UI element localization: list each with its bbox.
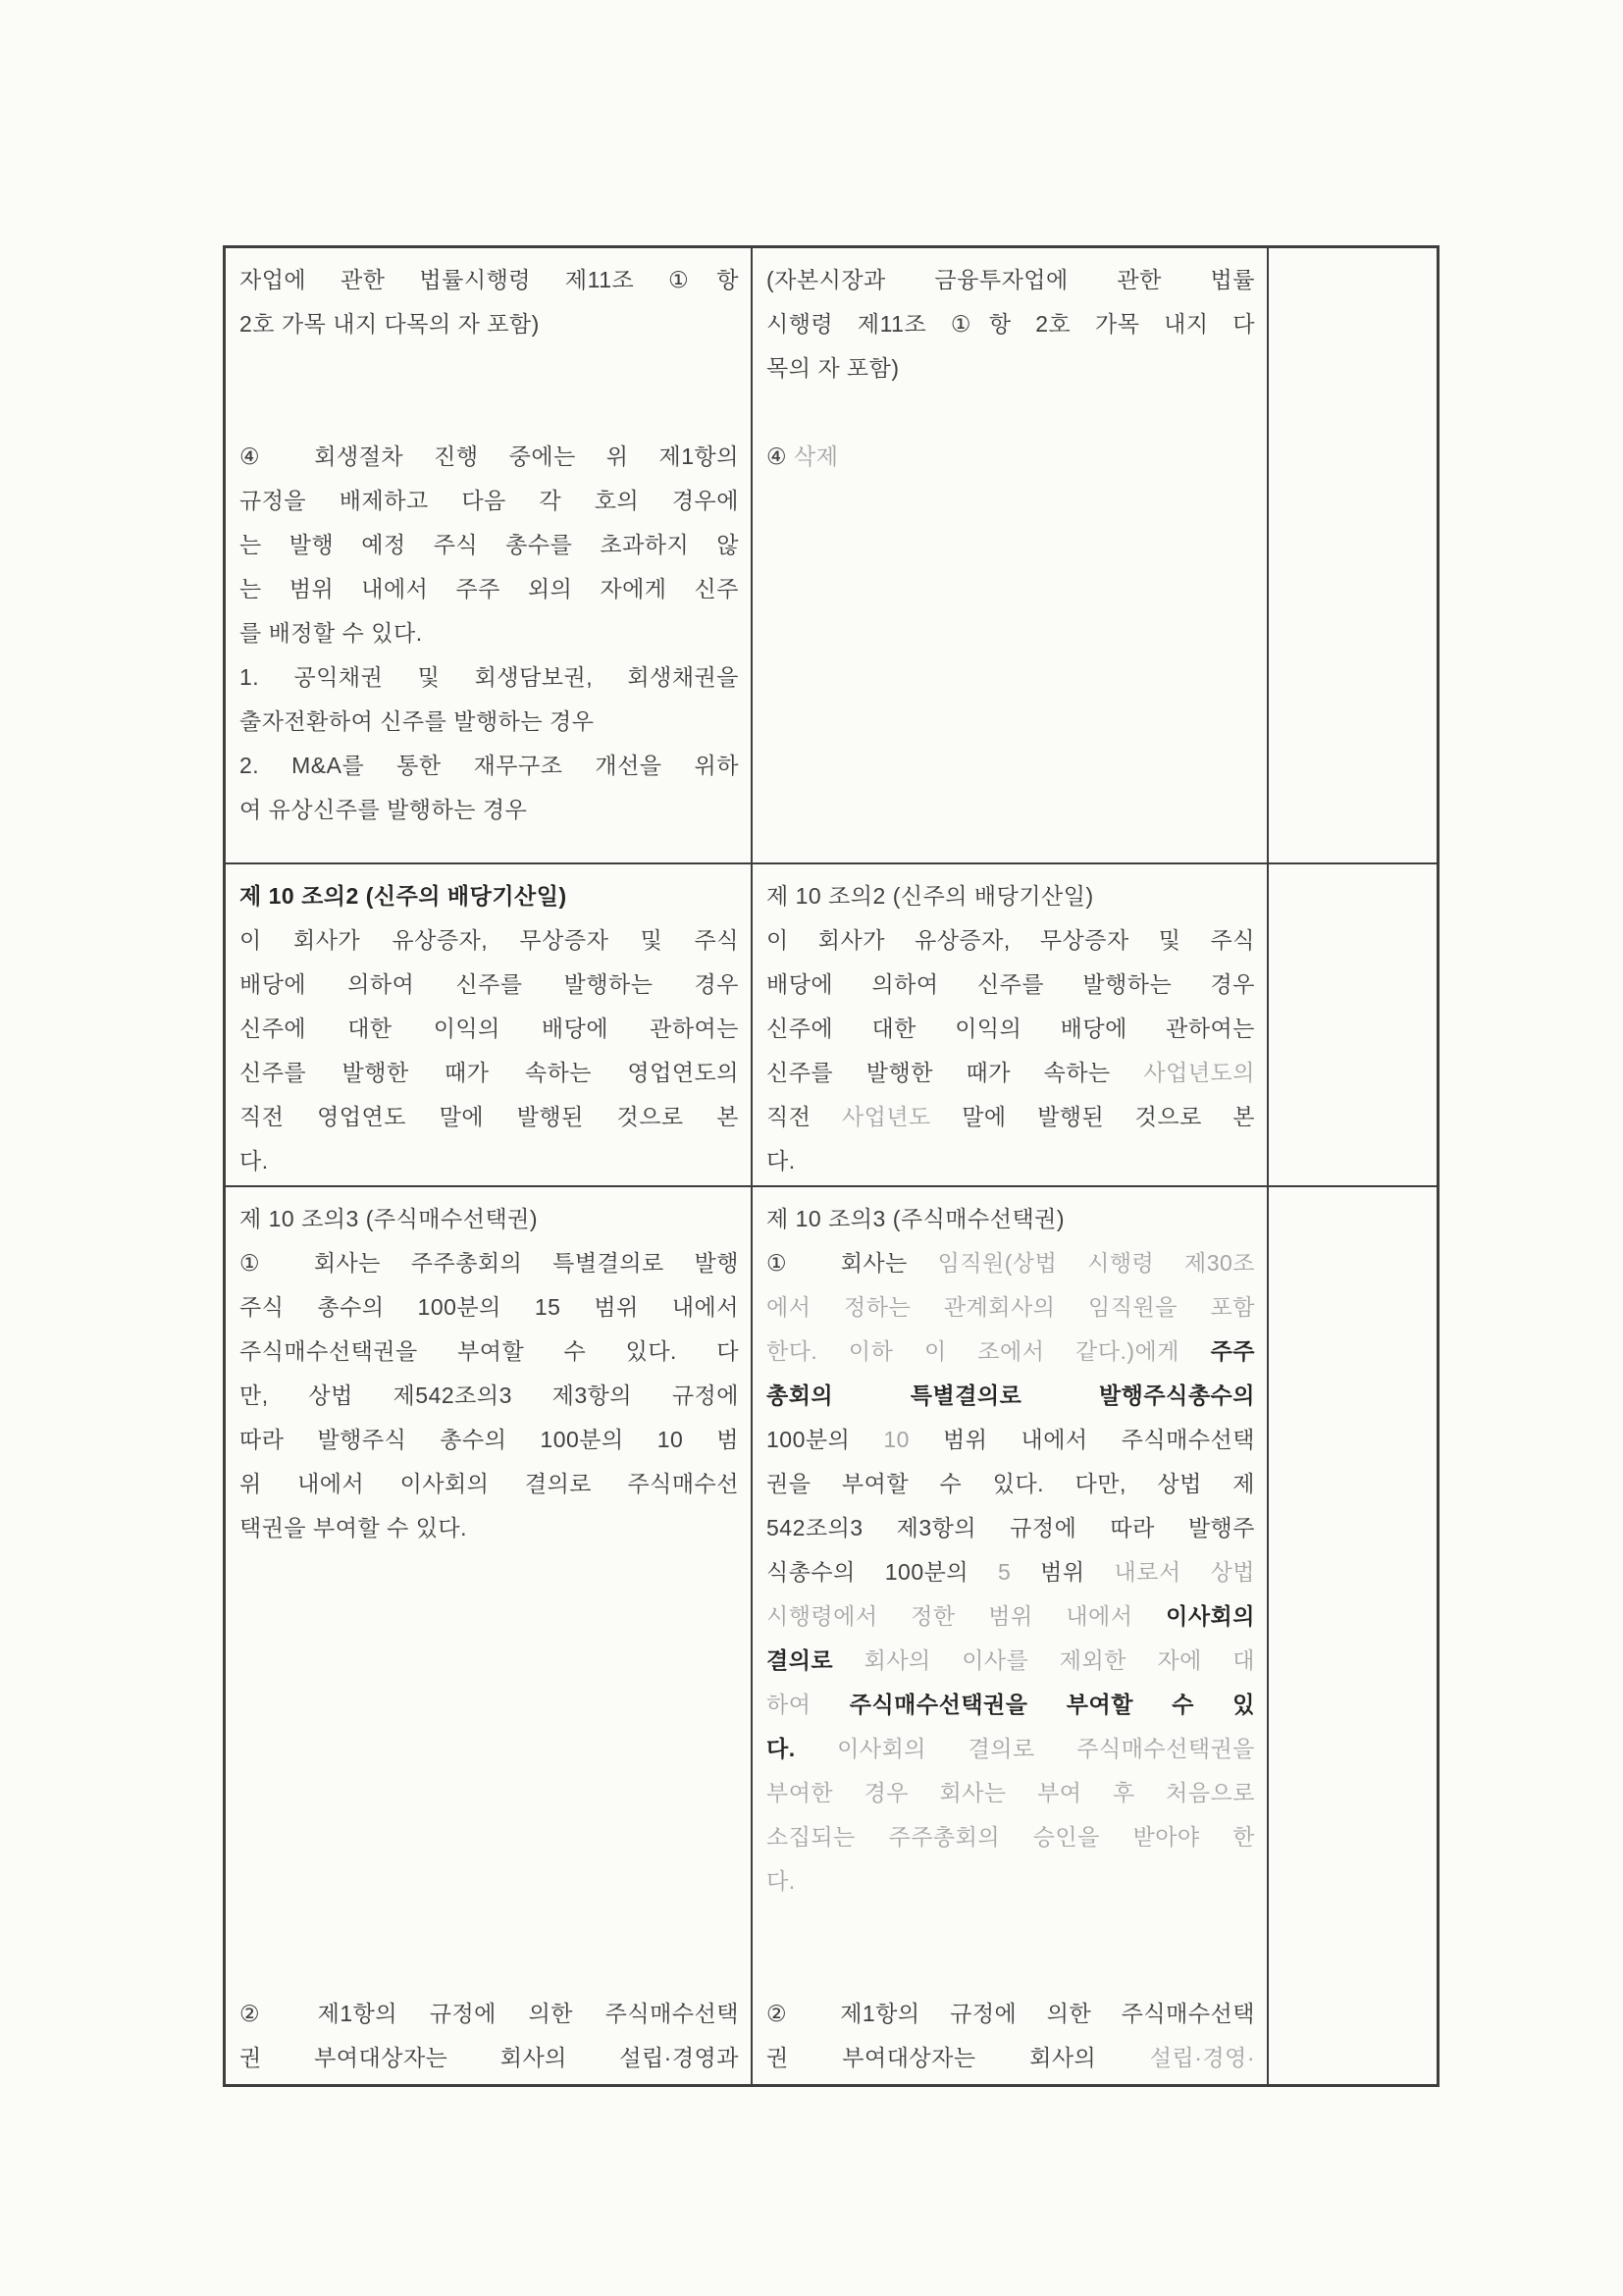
- text-line: [239, 788, 739, 832]
- text-segment: 신주에 대한 이익의 배당에 관하여는: [239, 1016, 739, 1041]
- text-segment: 는 발행 예정 주식 총수를 초과하지 않: [239, 532, 739, 557]
- text-line: [766, 1051, 1255, 1095]
- old-text-cell: [226, 864, 753, 1187]
- text-segment: 자업에 관한 법률시행령 제11조 ①항: [239, 267, 739, 292]
- text-line: [239, 1095, 739, 1139]
- text-line: [239, 1197, 739, 1241]
- text-line: [766, 1139, 1255, 1183]
- text-segment: 하여: [766, 1692, 850, 1717]
- text-line: [239, 874, 739, 918]
- text-segment: 이사회의 결의로 주식매수선택권을: [837, 1736, 1255, 1761]
- text-line: [239, 1771, 739, 1815]
- text-line: [766, 1683, 1255, 1727]
- text-segment: 결의로: [766, 1647, 864, 1673]
- text-segment: 에서 정하는 관계회사의 임직원을 포함: [766, 1294, 1255, 1320]
- text-line: [239, 1639, 739, 1683]
- text-line: [766, 346, 1255, 391]
- text-segment: 시행령 제11조 ①항 2호 가목 내지 다: [766, 311, 1255, 337]
- text-segment: 목의 자 포함): [766, 355, 900, 381]
- text-line: [239, 963, 739, 1007]
- text-segment: 다.: [766, 1148, 796, 1174]
- text-line: [239, 523, 739, 567]
- text-line: [239, 1727, 739, 1771]
- text-segment: 권 부여대상자는 회사의 설립·경영과: [239, 2045, 739, 2070]
- text-segment: 다.: [239, 1148, 269, 1174]
- text-segment: 다.: [766, 1868, 796, 1894]
- text-segment: 부여한 경우 회사는 부여 후 처음으로: [766, 1780, 1255, 1805]
- text-line: [766, 963, 1255, 1007]
- text-segment: 이사회의: [1166, 1603, 1255, 1629]
- text-segment: 2호 가목 내지 다목의 자 포함): [239, 311, 540, 337]
- text-segment: 제 10 조의2 (신주의 배당기산일): [766, 883, 1094, 909]
- text-segment: ① 회사는 주주총회의 특별결의로 발행: [239, 1250, 739, 1276]
- text-segment: 주주: [1210, 1338, 1255, 1364]
- text-line: [766, 1550, 1255, 1594]
- text-segment: 주식매수선택권을 부여할 수 있다. 다: [239, 1338, 739, 1364]
- text-line: [766, 1727, 1255, 1771]
- note-text-cell: [1269, 1187, 1437, 2084]
- text-segment: 5: [997, 1559, 1012, 1585]
- text-line: [766, 1506, 1255, 1550]
- text-line: [766, 391, 1255, 435]
- text-segment: 다.: [766, 1736, 838, 1761]
- text-segment: 삭제: [794, 444, 839, 469]
- text-segment: 한다. 이하 이 조에서 같다.)에게: [766, 1338, 1211, 1364]
- text-line: [239, 302, 739, 346]
- text-segment: 542조의3 제3항의 규정에 따라 발행주: [766, 1515, 1255, 1540]
- text-segment: 여 유상신주를 발행하는 경우: [239, 797, 528, 822]
- text-line: [239, 346, 739, 391]
- text-segment: 이 회사가 유상증자, 무상증자 및 주식: [239, 927, 739, 953]
- text-segment: 만, 상법 제542조의3 제3항의 규정에: [239, 1383, 739, 1408]
- text-segment: 출자전환하여 신주를 발행하는 경우: [239, 708, 595, 734]
- text-segment: 2. M&A를 통한 재무구조 개선을 위하: [239, 753, 739, 778]
- text-line: [766, 1197, 1255, 1241]
- text-line: [766, 874, 1255, 918]
- text-segment: ① 회사는: [766, 1250, 938, 1276]
- text-segment: 1. 공익채권 및 회생담보권, 회생채권을: [239, 664, 739, 690]
- text-segment: 제 10 조의3 (주식매수선택권): [239, 1206, 539, 1231]
- text-segment: 소집되는 주주총회의 승인을 받아야 한: [766, 1824, 1255, 1850]
- text-line: [766, 1007, 1255, 1051]
- text-segment: 총회의 특별결의로 발행주식총수의: [766, 1383, 1255, 1408]
- text-line: [766, 1859, 1255, 1904]
- text-segment: (자본시장과 금융투자업에 관한 법률: [766, 267, 1255, 292]
- text-line: [766, 1815, 1255, 1859]
- text-segment: 제 10 조의3 (주식매수선택권): [766, 1206, 1066, 1231]
- text-line: [766, 1095, 1255, 1139]
- text-line: [239, 1683, 739, 1727]
- text-line: [239, 479, 739, 523]
- text-segment: ④: [766, 444, 795, 469]
- text-line: [239, 1374, 739, 1418]
- text-segment: ② 제1항의 규정에 의한 주식매수선택: [239, 2001, 739, 2026]
- text-line: [239, 611, 739, 655]
- text-line: [239, 918, 739, 963]
- text-segment: 임직원(상법 시행령 제30조: [937, 1250, 1255, 1276]
- text-segment: 규정을 배제하고 다음 각 호의 경우에: [239, 488, 739, 513]
- text-segment: 배당에 의하여 신주를 발행하는 경우: [239, 971, 739, 997]
- text-line: [766, 435, 1255, 479]
- text-segment: 신주를 발행한 때가 속하는 영업연도의: [239, 1060, 739, 1085]
- text-line: [239, 700, 739, 744]
- text-segment: 제 10 조의2 (신주의 배당기산일): [239, 883, 567, 909]
- text-segment: 주식 총수의 100분의 15 범위 내에서: [239, 1294, 739, 1320]
- text-line: [239, 391, 739, 435]
- text-line: [239, 1139, 739, 1183]
- text-line: [766, 1639, 1255, 1683]
- text-segment: 직전 영업연도 말에 발행된 것으로 본: [239, 1104, 739, 1129]
- text-line: [766, 1992, 1255, 2036]
- text-line: [239, 1550, 739, 1594]
- new-text-cell: [753, 1187, 1269, 2084]
- comparison-table: [223, 245, 1440, 2087]
- text-line: [239, 1418, 739, 1462]
- text-segment: 시행령에서 정한 범위 내에서: [766, 1603, 1167, 1629]
- text-line: [766, 2036, 1255, 2080]
- new-text-cell: [753, 248, 1269, 864]
- text-line: [239, 567, 739, 611]
- text-line: [766, 258, 1255, 302]
- text-line: [239, 744, 739, 788]
- text-segment: ② 제1항의 규정에 의한 주식매수선택: [766, 2001, 1255, 2026]
- text-segment: 를 배정할 수 있다.: [239, 620, 423, 646]
- text-segment: 직전: [766, 1104, 842, 1129]
- text-line: [766, 1594, 1255, 1639]
- text-line: [766, 1285, 1255, 1330]
- text-line: [766, 1462, 1255, 1506]
- text-segment: 권 부여대상자는 회사의: [766, 2045, 1150, 2070]
- text-segment: 신주에 대한 이익의 배당에 관하여는: [766, 1016, 1255, 1041]
- text-line: [239, 1904, 739, 1948]
- text-line: [239, 258, 739, 302]
- text-line: [766, 1330, 1255, 1374]
- text-segment: 100분의: [766, 1427, 884, 1452]
- text-line: [239, 1948, 739, 1992]
- note-text-cell: [1269, 864, 1437, 1187]
- old-text-cell: [226, 248, 753, 864]
- text-segment: 내로서 상법: [1114, 1559, 1255, 1585]
- text-line: [239, 1815, 739, 1859]
- old-text-cell: [226, 1187, 753, 2084]
- text-line: [239, 1285, 739, 1330]
- text-segment: 신주를 발행한 때가 속하는: [766, 1060, 1144, 1085]
- text-line: [239, 435, 739, 479]
- text-line: [239, 1462, 739, 1506]
- text-line: [766, 1904, 1255, 1948]
- text-segment: 따라 발행주식 총수의 100분의 10 범: [239, 1427, 739, 1452]
- note-text-cell: [1269, 248, 1437, 864]
- text-segment: ④ 회생절차 진행 중에는 위 제1항의: [239, 444, 739, 469]
- text-segment: 범위 내에서 주식매수선택: [909, 1427, 1255, 1452]
- text-segment: 사업년도: [841, 1104, 931, 1129]
- text-line: [239, 1007, 739, 1051]
- text-segment: 권을 부여할 수 있다. 다만, 상법 제: [766, 1471, 1255, 1496]
- text-segment: 택권을 부여할 수 있다.: [239, 1515, 468, 1540]
- text-line: [239, 1859, 739, 1904]
- text-line: [239, 1506, 739, 1550]
- text-segment: 10: [883, 1427, 910, 1452]
- text-segment: 범위: [1011, 1559, 1115, 1585]
- text-line: [766, 1418, 1255, 1462]
- text-segment: 사업년도의: [1143, 1060, 1255, 1085]
- new-text-cell: [753, 864, 1269, 1187]
- text-line: [766, 1948, 1255, 1992]
- text-segment: 는 범위 내에서 주주 외의 자에게 신주: [239, 576, 739, 601]
- text-line: [766, 918, 1255, 963]
- text-segment: 말에 발행된 것으로 본: [930, 1104, 1255, 1129]
- text-line: [766, 1374, 1255, 1418]
- text-line: [239, 1330, 739, 1374]
- text-segment: 식총수의 100분의: [766, 1559, 998, 1585]
- text-segment: 주식매수선택권을 부여할 수 있: [849, 1692, 1255, 1717]
- text-line: [766, 1771, 1255, 1815]
- text-line: [239, 655, 739, 700]
- text-line: [239, 1594, 739, 1639]
- text-segment: 설립·경영·: [1149, 2045, 1255, 2070]
- text-line: [239, 2036, 739, 2080]
- text-line: [239, 1992, 739, 2036]
- text-segment: 위 내에서 이사회의 결의로 주식매수선: [239, 1471, 739, 1496]
- text-line: [766, 1241, 1255, 1285]
- text-segment: 이 회사가 유상증자, 무상증자 및 주식: [766, 927, 1255, 953]
- text-line: [239, 1051, 739, 1095]
- text-line: [239, 1241, 739, 1285]
- text-segment: 배당에 의하여 신주를 발행하는 경우: [766, 971, 1255, 997]
- text-segment: 회사의 이사를 제외한 자에 대: [864, 1647, 1255, 1673]
- text-line: [766, 302, 1255, 346]
